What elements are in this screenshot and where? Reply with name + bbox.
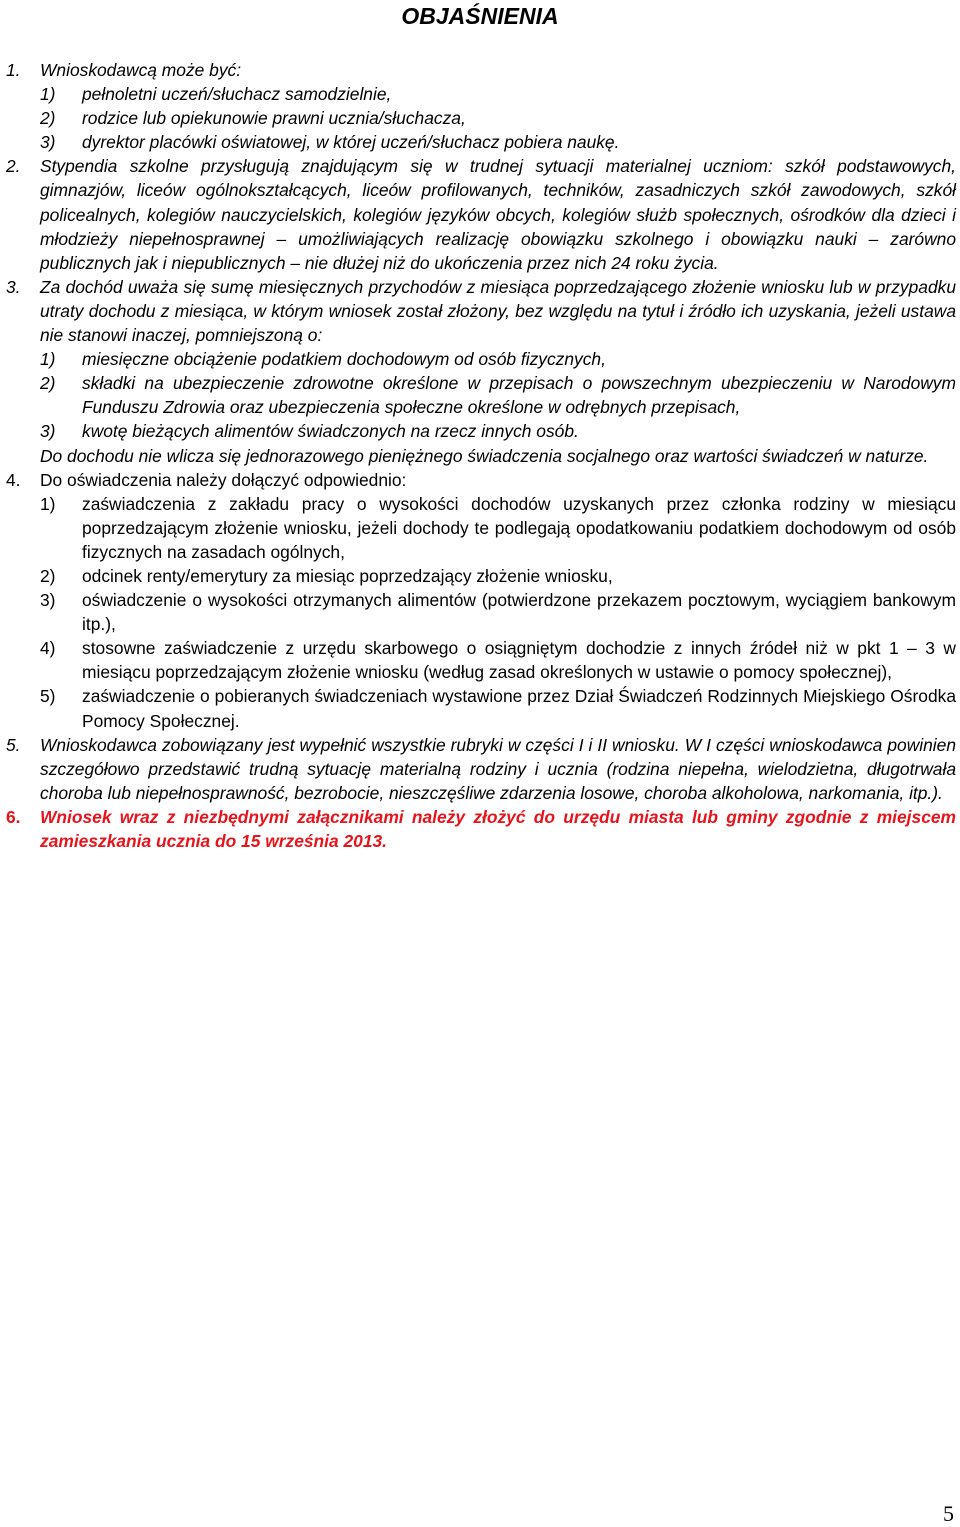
sub-item-number: 1): [40, 493, 56, 514]
list-item-1: [6, 58, 956, 154]
sub-item: [40, 419, 956, 443]
sub-item-number: 2): [40, 108, 56, 129]
sub-item-text: stosowne zaświadczenie z urzędu skarbowego o osiągniętym dochodzie z innych źródeł niż w pkt 1 – 3 w miesiącu poprzedzającym złożenie wniosku (według zasad określonych w ustawie o pomocy społecznej),: [82, 638, 956, 683]
page-title: OBJAŚNIENIA: [401, 3, 559, 29]
item-number: 6.: [6, 806, 21, 827]
sub-item: [40, 371, 956, 419]
list-item-3: [6, 275, 956, 468]
sub-item: [40, 106, 956, 130]
sub-item-text: oświadczenie o wysokości otrzymanych alimentów (potwierdzone przekazem pocztowym, wyciągiem bankowym itp.),: [82, 590, 956, 635]
item-text: Stypendia szkolne przysługują znajdującym się w trudnej sytuacji materialnej uczniom: szkół podstawowych, gimnazjów, liceów ogólnokształcących, liceów profilowanych, techników, zasadniczych szkół zawodowych, szkół policealnych, kolegiów nauczycielskich, kolegiów języków obcych, kolegiów służb społecznych, ośrodków dla dzieci i młodzieży niepełnosprawnej – umożliwiających realizację obowiązku szkolnego i obowiązku nauki – zarówno publicznych jak i niepublicznych – nie dłużej niż do ukończenia przez nich 24 roku życia.: [40, 156, 956, 273]
sub-item-number: 1): [40, 84, 56, 105]
sub-item-number: 3): [40, 590, 56, 611]
item-number: 2.: [6, 156, 21, 177]
page-number: 5: [943, 1501, 954, 1526]
sub-item: [40, 588, 956, 636]
sub-item: [40, 492, 956, 564]
sub-item: [40, 564, 956, 588]
item-text: Do oświadczenia należy dołączyć odpowiednio:: [40, 469, 407, 490]
sub-item: [40, 82, 956, 106]
sub-item-text: dyrektor placówki oświatowej, w której uczeń/słuchacz pobiera naukę.: [82, 132, 620, 153]
item-number: 5.: [6, 734, 21, 755]
sub-item-text: pełnoletni uczeń/słuchacz samodzielnie,: [82, 84, 392, 105]
list-item-5: [6, 733, 956, 805]
item-note: Do dochodu nie wlicza się jednorazowego pieniężnego świadczenia socjalnego oraz wartości świadczeń w naturze.: [40, 445, 929, 466]
explanations-list: [6, 58, 956, 853]
list-item-2: [6, 154, 956, 274]
sub-item-text: zaświadczenia z zakładu pracy o wysokości dochodów uzyskanych przez członka rodziny w miesiącu poprzedzającym złożenie wniosku, jeżeli dochody te podlegają opodatkowaniu podatkiem dochodowym od osób fizycznych na zasadach ogólnych,: [82, 493, 956, 562]
list-item-4: [6, 468, 956, 733]
sub-item-text: kwotę bieżących alimentów świadczonych na rzecz innych osób.: [82, 421, 579, 442]
sub-item: [40, 130, 956, 154]
sub-item-number: 4): [40, 638, 56, 659]
sub-item: [40, 684, 956, 732]
item-text: Wnioskodawcą może być:: [40, 60, 242, 80]
item-number: 4.: [6, 469, 21, 490]
item-number: 3.: [6, 276, 21, 297]
sub-item-text: składki na ubezpieczenie zdrowotne określone w przepisach o powszechnym ubezpieczeniu w Narodowym Funduszu Zdrowia oraz ubezpieczenia społeczne określone w odrębnych przepisach,: [82, 373, 956, 418]
list-item-6-deadline: [6, 805, 956, 853]
sub-item-number: 5): [40, 686, 56, 707]
item-text: Za dochód uważa się sumę miesięcznych przychodów z miesiąca poprzedzającego złożenie wniosku lub w przypadku utraty dochodu z miesiąca, w którym wniosek został złożony, bez względu na tytuł i źródło ich uzyskania, jeżeli ustawa nie stanowi inaczej, pomniejszoną o:: [40, 276, 956, 346]
sub-item: [40, 636, 956, 684]
sub-item-text: odcinek renty/emerytury za miesiąc poprzedzający złożenie wniosku,: [82, 565, 613, 586]
sub-item-text: zaświadczenie o pobieranych świadczeniach wystawione przez Dział Świadczeń Rodzinnych Miejskiego Ośrodka Pomocy Społecznej.: [82, 686, 956, 731]
sub-item-text: rodzice lub opiekunowie prawni ucznia/słuchacza,: [82, 108, 466, 129]
sub-item-number: 2): [40, 373, 56, 394]
sub-item-number: 1): [40, 349, 56, 370]
item-text: Wnioskodawca zobowiązany jest wypełnić wszystkie rubryki w części I i II wniosku. W I części wnioskodawca powinien szczegółowo przedstawić trudną sytuację materialną rodziny i ucznia (rodzina niepełna, wielodzietna, długotrwała choroba lub niepełnosprawność, bezrobocie, nieszczęśliwe zdarzenia losowe, choroba alkoholowa, narkomania, itp.).: [40, 734, 956, 803]
sub-item-number: 3): [40, 421, 56, 442]
sub-item-number: 3): [40, 132, 56, 153]
item-text: Wniosek wraz z niezbędnymi załącznikami należy złożyć do urzędu miasta lub gminy zgodnie z miejscem zamieszkania ucznia do 15 września 2013.: [40, 806, 956, 851]
sub-item-number: 2): [40, 565, 56, 586]
sub-item-text: miesięczne obciążenie podatkiem dochodowym od osób fizycznych,: [82, 349, 606, 370]
sub-item: [40, 347, 956, 371]
item-number: 1.: [6, 60, 21, 80]
